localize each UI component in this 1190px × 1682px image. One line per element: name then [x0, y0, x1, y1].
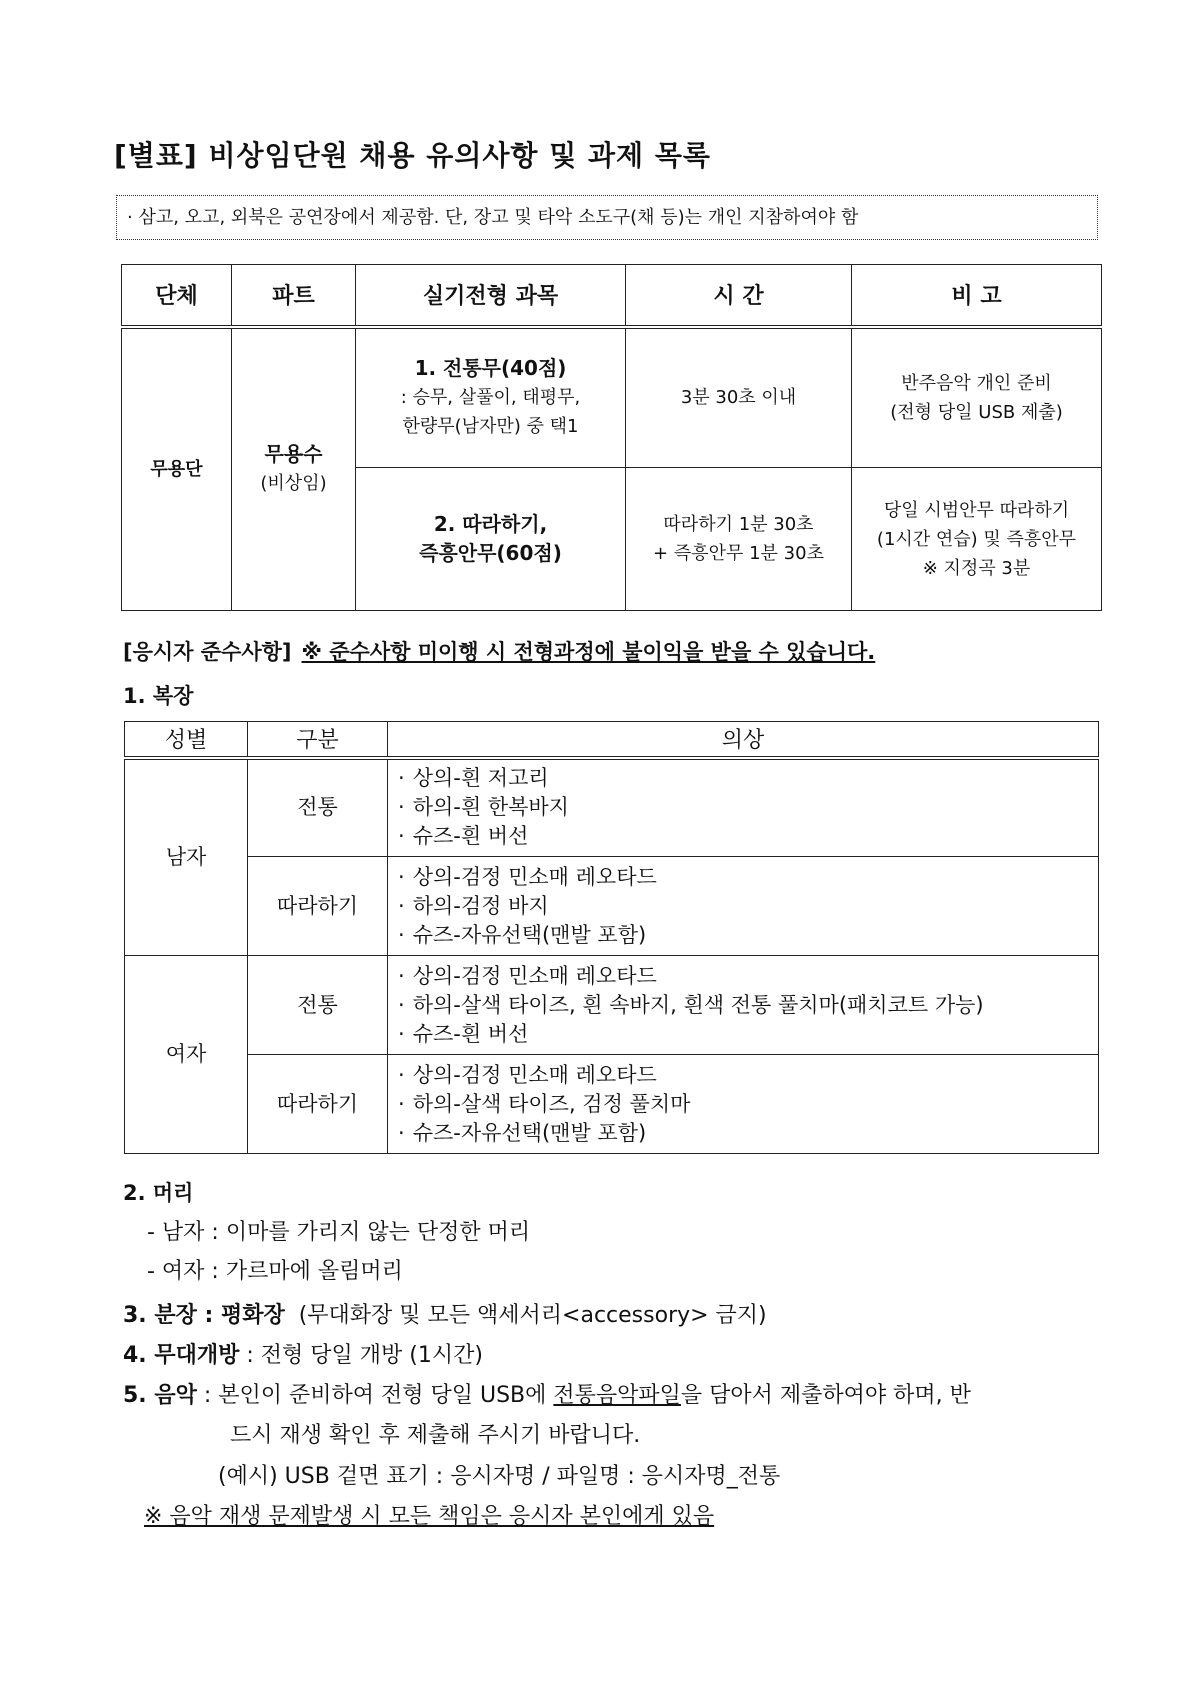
clothing-cell — [388, 857, 1099, 956]
music-text: 을 담아서 제출하여야 하며, 반 — [680, 1383, 971, 1408]
dress-table-header — [125, 722, 1099, 758]
clothing-item: · 하의-흰 한복바지 — [398, 795, 569, 820]
note-line: 당일 시범안무 따라하기 — [883, 499, 1070, 521]
clothing-item: · 하의-살색 타이즈, 흰 속바지, 흰색 전통 풀치마(패치코트 가능) — [398, 992, 984, 1017]
clothing-item: · 상의-검정 민소매 레오타드 — [398, 963, 657, 988]
section-title-dress: 1. 복장 — [123, 684, 194, 708]
gender-cell-female: 여자 — [125, 956, 248, 1154]
music-label: 5. 음악 — [123, 1383, 197, 1408]
note-line: (1시간 연습) 및 즉흥안무 — [876, 528, 1077, 550]
stage-label: 4. 무대개방 — [123, 1343, 240, 1368]
time-line: 3분 30초 이내 — [680, 387, 797, 409]
note-line: 반주음악 개인 준비 — [901, 372, 1052, 394]
subject-title: 2. 따라하기, — [433, 512, 548, 536]
notice-box: · 삼고, 오고, 외북은 공연장에서 제공함. 단, 장고 및 타악 소도구(채 등)는 개인 지참하여야 함 — [116, 195, 1098, 240]
table-row — [125, 857, 1099, 956]
rules-warning: ※ 준수사항 미이행 시 전형과정에 불이익을 받을 수 있습니다. — [301, 640, 876, 664]
table-row — [125, 956, 1099, 1055]
header-type: 구분 — [248, 722, 388, 758]
time-line: + 즉흥안무 1분 30초 — [653, 543, 824, 564]
table-row — [125, 758, 1099, 857]
clothing-item: · 슈즈-흰 버선 — [398, 1021, 529, 1046]
music-line-2: 드시 재생 확인 후 제출해 주시기 바랍니다. — [230, 1423, 641, 1448]
group-cell: 무용단 — [122, 327, 232, 611]
exam-table-header — [122, 265, 1102, 327]
makeup-text: (무대화장 및 모든 액세서리<accessory> 금지) — [298, 1303, 767, 1328]
time-cell — [626, 468, 852, 611]
part-label: 무용수 — [264, 442, 323, 467]
header-group: 단체 — [122, 265, 232, 327]
stage-text: : 전형 당일 개방 (1시간) — [246, 1343, 483, 1368]
clothing-item: · 상의-검정 민소매 레오타드 — [398, 864, 657, 889]
part-cell — [232, 327, 356, 611]
music-text: : 본인이 준비하여 전형 당일 USB에 — [203, 1383, 554, 1408]
clothing-cell — [388, 758, 1099, 857]
exam-table — [121, 264, 1102, 611]
note-line: (전형 당일 USB 제출) — [890, 401, 1063, 423]
stage-line — [123, 1338, 483, 1369]
type-cell: 따라하기 — [248, 857, 388, 956]
header-clothing: 의상 — [388, 722, 1099, 758]
music-example: (예시) USB 겉면 표기 : 응시자명 / 파일명 : 응시자명_전통 — [218, 1464, 781, 1489]
part-sub-label: (비상임) — [260, 473, 327, 495]
clothing-cell — [388, 956, 1099, 1055]
header-part: 파트 — [232, 265, 356, 327]
type-cell: 전통 — [248, 758, 388, 857]
music-line — [123, 1378, 971, 1409]
type-cell: 전통 — [248, 956, 388, 1055]
subject-title: 즉흥안무(60점) — [419, 541, 562, 565]
subject-line: : 승무, 살풀이, 태평무, — [400, 387, 581, 409]
table-row — [125, 1055, 1099, 1154]
music-warning: ※ 음악 재생 문제발생 시 모든 책임은 응시자 본인에게 있음 — [144, 1504, 715, 1529]
clothing-item: · 하의-검정 바지 — [398, 893, 549, 918]
header-gender: 성별 — [125, 722, 248, 758]
makeup-label: 3. 분장 : 평화장 — [123, 1303, 285, 1328]
header-note: 비 고 — [852, 265, 1102, 327]
clothing-item: · 슈즈-흰 버선 — [398, 824, 529, 849]
time-cell — [626, 327, 852, 468]
time-line: 따라하기 1분 30초 — [663, 514, 814, 535]
music-text-underlined: 전통음악파일 — [553, 1383, 681, 1408]
hair-female: - 여자 : 가르마에 올림머리 — [147, 1259, 403, 1284]
section-title-hair: 2. 머리 — [123, 1181, 194, 1205]
note-cell — [852, 327, 1102, 468]
clothing-item: · 슈즈-자유선택(맨발 포함) — [398, 1120, 647, 1145]
clothing-item: · 상의-흰 저고리 — [398, 766, 549, 791]
clothing-item: · 상의-검정 민소매 레오타드 — [398, 1062, 657, 1087]
clothing-item: · 하의-살색 타이즈, 검정 풀치마 — [398, 1091, 691, 1116]
type-cell: 따라하기 — [248, 1055, 388, 1154]
note-line: ※ 지정곡 3분 — [922, 557, 1031, 579]
makeup-line — [123, 1298, 767, 1329]
clothing-cell — [388, 1055, 1099, 1154]
hair-male: - 남자 : 이마를 가리지 않는 단정한 머리 — [147, 1220, 531, 1245]
table-row — [122, 327, 1102, 468]
rules-label: [응시자 준수사항] — [123, 640, 292, 664]
dress-table — [124, 721, 1099, 1154]
header-subject: 실기전형 과목 — [356, 265, 626, 327]
subject-cell — [356, 468, 626, 611]
rules-heading — [123, 636, 875, 666]
subject-cell — [356, 327, 626, 468]
page-title: [별표] 비상임단원 채용 유의사항 및 과제 목록 — [114, 139, 711, 172]
gender-cell-male: 남자 — [125, 758, 248, 956]
subject-line: 한량무(남자만) 중 택1 — [402, 416, 579, 438]
header-time: 시 간 — [626, 265, 852, 327]
clothing-item: · 슈즈-자유선택(맨발 포함) — [398, 922, 647, 947]
note-cell — [852, 468, 1102, 611]
subject-title: 1. 전통무(40점) — [414, 356, 567, 381]
